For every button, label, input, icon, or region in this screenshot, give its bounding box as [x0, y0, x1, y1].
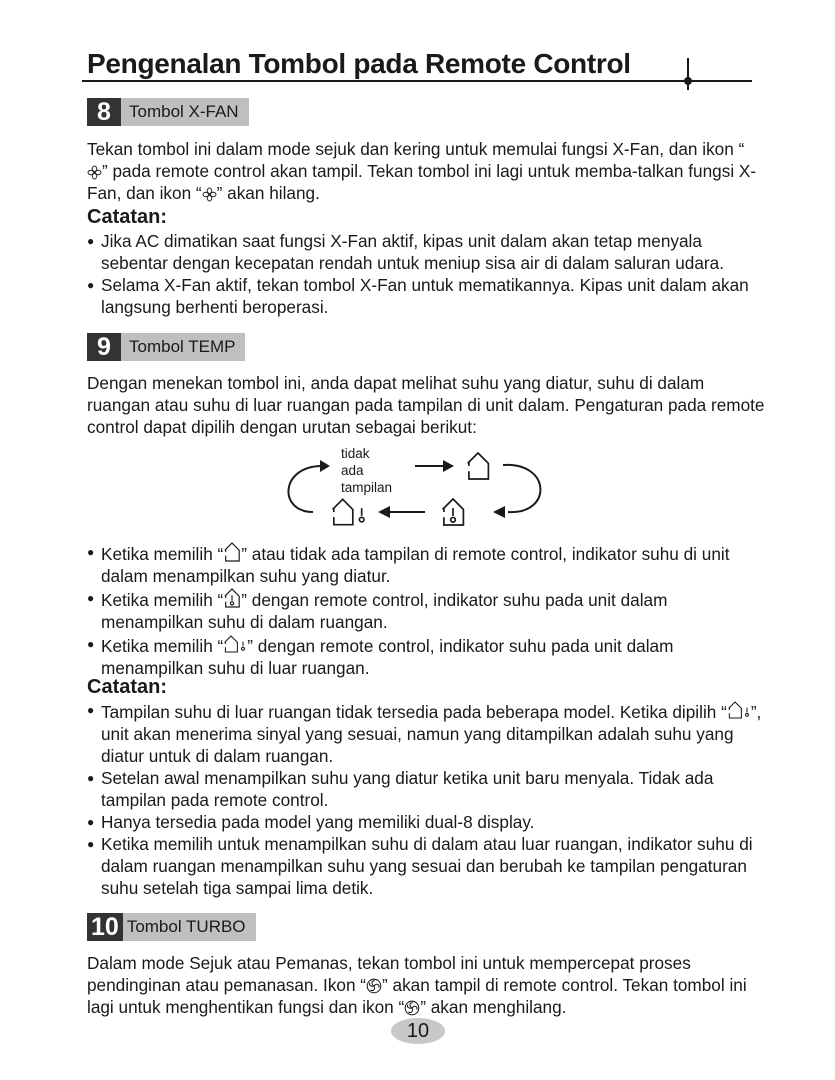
house-indoor-temp-icon: [443, 499, 464, 525]
paragraph-text: ” pada remote control akan tampil. Tekan tombol ini lagi untuk memba-talkan fungsi X-Fan, dan ikon “: [87, 161, 757, 203]
section-9-paragraph: Dengan menekan tombol ini, anda dapat melihat suhu yang diatur, suhu di dalam ruangan atau suhu di luar ruangan pada tampilan di unit dalam. Pengaturan pada remote control dapat dipilih dengan urutan sebagai berikut:: [87, 373, 765, 437]
note-item: ● Hanya tersedia pada model yang memiliki dual-8 display.: [87, 811, 767, 833]
house-icon: [223, 541, 241, 563]
bullet-text: Ketika memilih “: [101, 590, 224, 610]
turbo-icon: [404, 1000, 420, 1016]
section-10-header: [87, 913, 256, 941]
house-outdoor-temp-icon: [727, 699, 751, 721]
section-9-bullets: [87, 541, 767, 679]
note-text: ”, unit akan menerima sinyal yang sesuai, namun yang ditampilkan adalah suhu yang diatur untuk di dalam ruangan.: [101, 702, 762, 766]
bullet-item: [87, 541, 767, 587]
xfan-icon: [87, 165, 102, 180]
arrow-head: [493, 506, 505, 518]
bullet-text: ” dengan remote control, indikator suhu pada unit dalam menampilkan suhu di luar ruangan.: [101, 636, 674, 678]
section-9-notes: [87, 699, 767, 899]
section-10-paragraph: [87, 952, 747, 1018]
note-item: ● Ketika memilih untuk menampilkan suhu di dalam atau luar ruangan, indikator suhu di dalam ruangan menampilkan suhu yang sesuai dan berubah ke tampilan pengaturan suhu setelah tiga sampai lima detik.: [87, 833, 767, 899]
section-8-header: [87, 98, 249, 126]
arrow-curve-left: [288, 466, 322, 512]
xfan-icon: [202, 187, 217, 202]
title-crosshair-dot: [684, 77, 692, 85]
paragraph-text: Tekan tombol ini dalam mode sejuk dan kering untuk memulai fungsi X-Fan, dan ikon “: [87, 139, 745, 159]
section-8-notes: [87, 230, 767, 318]
arrow-curve-right: [503, 465, 540, 512]
title-underline: [82, 80, 752, 82]
note-item: ● Selama X-Fan aktif, tekan tombol X-Fan untuk mematikannya. Kipas unit dalam akan langsung berhenti beroperasi.: [87, 274, 767, 318]
section-8-paragraph: [87, 138, 757, 204]
diagram-arrows: [280, 440, 560, 535]
bullet-text: Ketika memilih “: [101, 636, 224, 656]
section-9-header: [87, 333, 245, 361]
page-title: Pengenalan Tombol pada Remote Control: [87, 48, 631, 79]
paragraph-text: ” akan hilang.: [216, 183, 320, 203]
title-crosshair-mark: [687, 58, 689, 90]
bullet-text: ” dengan remote control, indikator suhu pada unit dalam menampilkan suhu di dalam ruangan.: [101, 590, 668, 632]
note-item: ● Setelan awal menampilkan suhu yang diatur ketika unit baru menyala. Tidak ada tampilan pada remote control.: [87, 767, 767, 811]
house-icon: [468, 453, 489, 479]
section-label: Tombol TURBO: [123, 913, 256, 941]
arrow-head: [320, 460, 330, 472]
bullet-item: [87, 633, 767, 679]
page-number: 10: [391, 1018, 445, 1044]
diagram-label-line: tampilan: [341, 480, 393, 495]
note-heading: Catatan:: [87, 676, 168, 698]
house-outdoor-temp-icon: [333, 499, 364, 524]
section-label: Tombol X-FAN: [121, 98, 249, 126]
turbo-icon: [366, 978, 382, 994]
note-text: Tampilan suhu di luar ruangan tidak tersedia pada beberapa model. Ketika dipilih “: [101, 702, 727, 722]
paragraph-text: Dalam mode Sejuk atau Pemanas, tekan tombol ini untuk mempercepat proses pendinginan atau pemanasan. Ikon “: [87, 953, 691, 995]
bullet-item: [87, 587, 767, 633]
section-number-badge: 8: [87, 98, 121, 126]
diagram-label-line: tidak ada: [341, 446, 370, 478]
house-outdoor-temp-icon: [223, 633, 247, 655]
section-number-badge: 9: [87, 333, 121, 361]
bullet-text: ” atau tidak ada tampilan di remote control, indikator suhu di unit dalam menampilkan suhu yang diatur.: [101, 544, 730, 586]
note-item: ● Jika AC dimatikan saat fungsi X-Fan aktif, kipas unit dalam akan tetap menyala sebentar dengan kecepatan rendah untuk meniup sisa air di dalam saluran udara.: [87, 230, 767, 274]
paragraph-text: ” akan menghilang.: [420, 997, 567, 1017]
note-heading: Catatan:: [87, 206, 168, 228]
note-item: [87, 699, 767, 767]
section-label: Tombol TEMP: [121, 333, 245, 361]
house-indoor-temp-icon: [223, 587, 241, 609]
arrow-head: [443, 460, 454, 472]
arrow-head: [378, 506, 390, 518]
bullet-text: Ketika memilih “: [101, 544, 224, 564]
paragraph-text: ” akan tampil di remote control. Tekan tombol ini lagi untuk menghentikan fungsi dan ikon “: [87, 975, 747, 1017]
section-number-badge: 10: [87, 913, 123, 941]
